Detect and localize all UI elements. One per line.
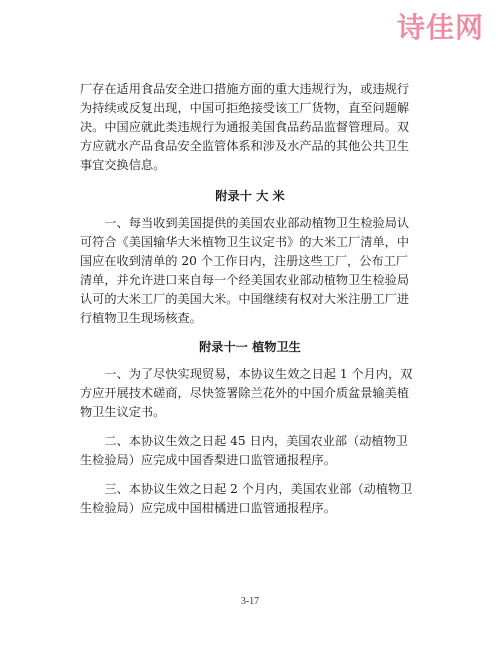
paragraph-plant-2: 二、本协议生效之日起 45 日内，美国农业部（动植物卫生检验局）应完成中国香梨进口监管通报程序。 <box>80 434 408 467</box>
page-number: 3-17 <box>240 596 260 607</box>
heading-appendix-10: 附录十 大 米 <box>215 189 285 203</box>
heading-appendix-11: 附录十一 植物卫生 <box>199 340 301 354</box>
page-content <box>80 80 420 518</box>
paragraph-plant-1: 一、为了尽快实现贸易，本协议生效之日起 1 个月内，双方应开展技术磋商，尽快签署除兰花外的中国介质盆景输美植物卫生议定书。 <box>80 367 413 419</box>
site-watermark: 诗佳网 <box>396 11 484 44</box>
paragraph-rice-1: 一、每当收到美国提供的美国农业部动植物卫生检验局认可符合《美国输华大米植物卫生议定书》的大米工厂清单，中国应在收到清单的 20 个工作日内，注册这些工厂，公布工厂清单，并允许进口来自每一个经美国农业部动植物卫生检验局认可的大米工厂的美国大米。中国继续有权对大米注册工厂进行植物卫生现场核查。 <box>80 216 410 325</box>
paragraph-continued: 厂存在适用食品安全进口措施方面的重大违规行为，或违规行为持续或反复出现，中国可拒绝接受该工厂货物，直至问题解决。中国应就此类违规行为通报美国食品药品监督管理局。双方应就水产品食品安全监管体系和涉及水产品的其他公共卫生事宜交换信息。 <box>80 82 410 172</box>
paragraph-plant-3: 三、本协议生效之日起 2 个月内，美国农业部（动植物卫生检验局）应完成中国柑橘进口监管通报程序。 <box>80 482 413 515</box>
